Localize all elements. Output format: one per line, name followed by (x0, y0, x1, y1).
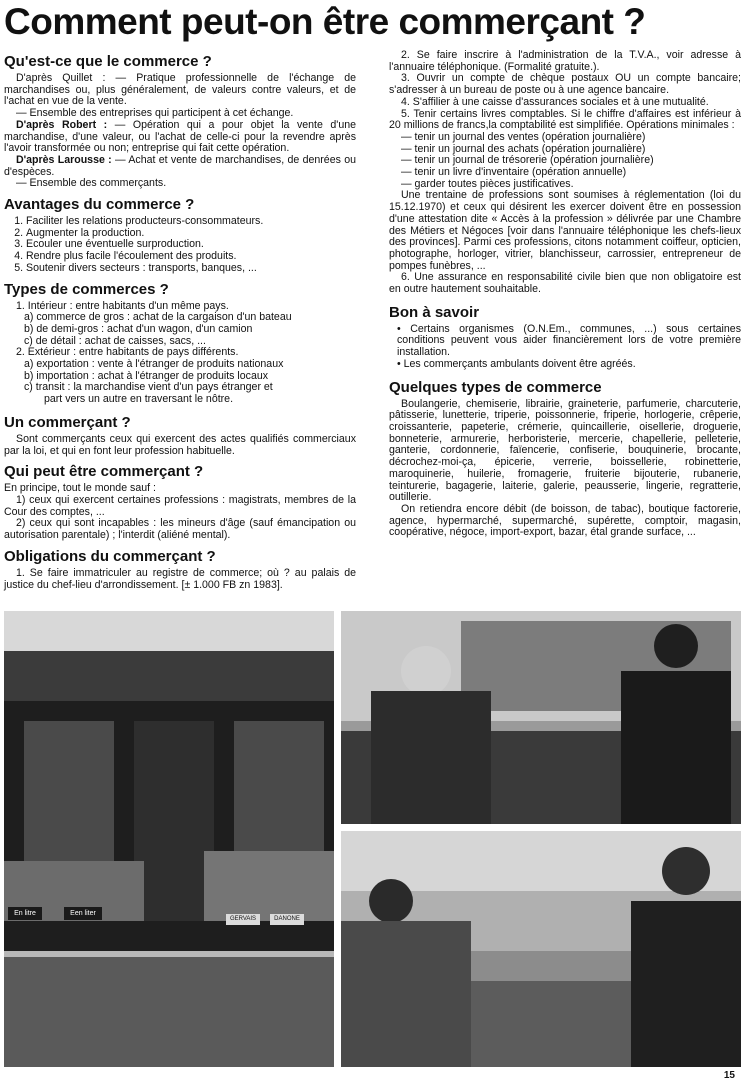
heading-bon: Bon à savoir (389, 303, 480, 321)
qui-item-1: 1) ceux qui exercent certaines professions : magistrats, membres de la Cour des comptes, ... (4, 493, 356, 518)
sign-en-litre: En litre (14, 910, 36, 917)
types-l1c: c) de détail : achat de caisses, sacs, ... (24, 334, 206, 347)
obligation-dash-5: — garder toutes pièces justificatives. (401, 177, 574, 190)
types-l1a: a) commerce de gros : achat de la cargaison d'un bateau (24, 311, 292, 324)
list-item: 3. Ecouler une éventuelle surproduction. (26, 239, 356, 251)
storefront-illustration (4, 611, 334, 1067)
market-stall-illustration (341, 831, 741, 1067)
obligation-dash-1: — tenir un journal des ventes (opération journalière) (401, 130, 646, 143)
heading-avantages: Avantages du commerce ? (4, 196, 195, 214)
shop-counter-photo (341, 611, 741, 824)
right-column (389, 50, 741, 539)
heading-quelques: Quelques types de commerce (389, 378, 602, 396)
def-larousse (4, 155, 356, 178)
market-stall-photo (341, 831, 741, 1067)
heading-commercant: Un commerçant ? (4, 413, 131, 431)
sign-danone: DANONE (274, 916, 300, 922)
storefront-photo (4, 611, 334, 1067)
types-l1b: b) de demi-gros : achat d'un wagon, d'un camion (24, 322, 253, 335)
types-l2a: a) exportation : vente à l'étranger de produits nationaux (24, 358, 284, 371)
obligation-2: 2. Se faire inscrire à l'administration de la T.V.A., voir adresse à l'annuaire téléphonique. (Formalité gratuite.). (389, 49, 741, 73)
reglementation: Une trentaine de professions sont soumises à réglementation (loi du 15.12.1970) et ceux qui désirent les exercer doivent être en possession d'une attestation dite « Accès à la profession » délivrée par une Chambre des Métiers et Négoces [voir dans l'annuaire téléphonique les chefs-lieux des provinces]. Parmi ces professions, citons notamment coiffeur, opticien, photographe, horloger, vitrier, blanchisseur, carrossier, entrepreneur de pompes funèbres, ... (389, 189, 741, 272)
quelques-list: Boulangerie, chemiserie, librairie, graineterie, parfumerie, charcuterie, pâtisserie, lunetterie, triperie, poissonnerie, friperie, horlogerie, crêperie, croissanterie, papeterie, crémerie, quincaillerie, oisellerie, droguerie, bonneterie, armurerie, herboristerie, mercerie, chapellerie, pelleterie, ganterie, cordonnerie, faïencerie, confiserie, bouquinerie, brocante, décrochez-moi-ça, épicerie, verrerie, boissellerie, robinetterie, maroquinerie, huilerie, fromagerie, fruiterie bijouterie, rubanerie, teinturerie, bagagerie, laiterie, galerie, peausserie, lingerie, regratterie, outillerie. (389, 397, 741, 504)
bon-item-1: • Certains organismes (O.N.Em., communes, ...) sous certaines conditions peuvent vous aider financièrement lors de votre première installation. (397, 322, 741, 359)
obligation-4: 4. S'affilier à une caisse d'assurances sociales et à une mutualité. (401, 95, 709, 108)
types-l1: 1. Intérieur : entre habitants d'un même pays. (16, 299, 229, 312)
author-quillet: D'après Quillet : (16, 72, 106, 84)
obligation-6: 6. Une assurance en responsabilité civile bien que non obligatoire est en outre hautement souhaitable. (389, 271, 741, 296)
obligation-1: 1. Se faire immatriculer au registre de commerce; où ? au palais de justice du chef-lieu d'arrondissement. [± 1.000 FB zn 1983]. (4, 566, 356, 591)
list-item: 2. Augmenter la production. (26, 228, 356, 240)
left-column (4, 50, 356, 591)
def-robert (4, 120, 356, 155)
avantages-list (4, 216, 356, 275)
list-item: 5. Soutenir divers secteurs : transports, banques, ... (26, 263, 356, 275)
heading-qui: Qui peut être commerçant ? (4, 463, 204, 481)
def-quillet-text: — Pratique professionnelle de l'échange de marchandises ou, plus généralement, de valeurs contre valeurs, et de l'achat en vue de la vente. (4, 72, 357, 108)
author-robert: D'après Robert : (16, 118, 108, 131)
obligation-3: 3. Ouvrir un compte de chèque postaux OU un compte bancaire; s'adresser à un bureau de poste ou à une agence bancaire. (389, 72, 741, 97)
sign-een-liter: Een liter (70, 910, 96, 917)
obligation-dash-4: — tenir un livre d'inventaire (opération annuelle) (401, 166, 627, 179)
qui-item-2: 2) ceux qui sont incapables : les mineurs d'âge (sauf émancipation ou autorisation parentale) ; l'interdit (aliéné mental). (4, 517, 356, 542)
types-l2c: c) transit : la marchandise vient d'un pays étranger et (24, 381, 273, 394)
obligation-5: 5. Tenir certains livres comptables. Si le chiffre d'affaires est inférieur à 20 millions de francs,la comptabilité est simplifiée. Opérations minimales : (389, 107, 741, 132)
author-larousse: D'après Larousse : (16, 153, 112, 166)
sign-gervais: GERVAIS (229, 916, 257, 922)
qui-intro: En principe, tout le monde sauf : (4, 482, 156, 495)
def-larousse-text: — Achat et vente de marchandises, de denrées ou d'espèces. (4, 153, 356, 178)
types-l2: 2. Extérieur : entre habitants de pays différents. (16, 346, 239, 359)
def-quillet (4, 73, 356, 108)
heading-obligations: Obligations du commerçant ? (4, 547, 216, 565)
heading-commerce: Qu'est-ce que le commerce ? (4, 53, 212, 70)
def-robert-text: — Opération qui a pour objet la vente d'une marchandise, d'une valeur, ou l'achat de celle-ci pour la revendre après l'avoir transformée ou non; entreprise qui fait cette opération. (4, 118, 356, 155)
list-item: 1. Faciliter les relations producteurs-consommateurs. (26, 216, 356, 228)
types-l2b: b) importation : achat à l'étranger de produits locaux (24, 369, 269, 382)
def-larousse-2: — Ensemble des commerçants. (16, 177, 167, 190)
page-number: 15 (723, 1070, 735, 1081)
bon-item-2: • Les commerçants ambulants doivent être agréés. (397, 357, 636, 370)
shop-counter-illustration (341, 611, 741, 824)
page-title: Comment peut-on être commerçant ? (4, 1, 646, 42)
def-quillet-2: — Ensemble des entreprises qui participent à cet échange. (16, 107, 294, 120)
obligation-dash-2: — tenir un journal des achats (opération journalière) (401, 142, 646, 155)
quelques-more: On retiendra encore débit (de boisson, de tabac), boutique factorerie, agence, hypermarché, supermarché, supérette, comptoir, magasin, coopérative, négoce, import-export, bazar, étal grande surface, ... (389, 502, 741, 539)
obligation-dash-3: — tenir un journal de trésorerie (opération journalière) (401, 154, 654, 167)
list-item: 4. Rendre plus facile l'écoulement des produits. (26, 251, 356, 263)
types-l2c-cont: part vers un autre en traversant le nôtre. (44, 393, 234, 406)
commercant-text: Sont commerçants ceux qui exercent des actes qualifiés commerciaux par la loi, et qui en font leur profession habituelle. (4, 432, 356, 457)
heading-types: Types de commerces ? (4, 280, 169, 298)
